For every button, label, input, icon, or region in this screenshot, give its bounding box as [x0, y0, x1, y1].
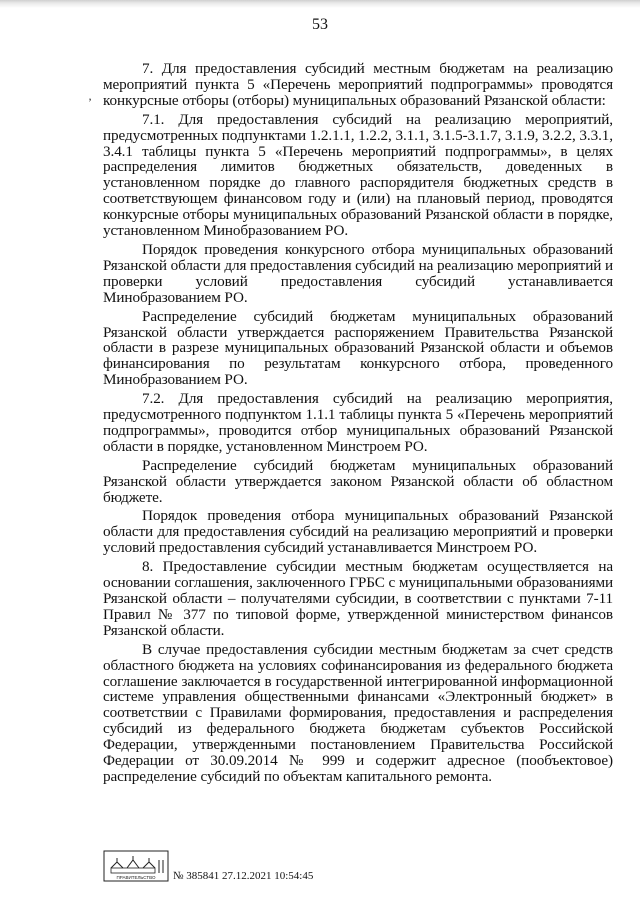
paragraph-7: 7. Для предоставления субсидий местным бюджетам на реализацию мероприятий пункта 5 «Перечень мероприятий подпрограммы» проводятся конкурсные отборы (отборы) муниципальных образований Рязанской области:	[103, 60, 613, 109]
paragraph-8: 8. Предоставление субсидии местным бюджетам осуществляется на основании соглашения, заключенного ГРБС с муниципальными образованиями Рязанской области – получателями субсидии, в соответствии с пунктами 7-11 Правил № 377 по типовой форме, утвержденной министерством финансов Рязанской области.	[103, 558, 613, 639]
paragraph-contest-procedure: Порядок проведения конкурсного отбора муниципальных образований Рязанской области для предоставления субсидий на реализацию мероприятий и проверки условий предоставления субсидий устанавливается Минобразованием РО.	[103, 240, 613, 306]
svg-text:ПРАВИТЕЛЬСТВО: ПРАВИТЕЛЬСТВО	[116, 875, 156, 880]
paragraph-distribution-law: Распределение субсидий бюджетам муниципальных образований Рязанской области утверждается законом Рязанской области об областном бюджете.	[103, 456, 613, 506]
paragraph-7-2: 7.2. Для предоставления субсидий на реализацию мероприятия, предусмотренного подпунктом 1.1.1 таблицы пункта 5 «Перечень мероприятий подпрограммы», проводится отбор муниципальных образований Рязанской области в порядке, установленном Минстроем РО.	[103, 390, 613, 455]
margin-mark: ’	[88, 95, 92, 109]
page-number: 53	[312, 16, 328, 33]
document-body	[103, 61, 613, 786]
scan-edge	[0, 0, 640, 8]
paragraph-selection-procedure: Порядок проведения отбора муниципальных образований Рязанской области для предоставления субсидий на реализацию мероприятий и проверки условий предоставления субсидий устанавливается Минстроем РО.	[103, 507, 613, 557]
paragraph-distribution-order: Распределение субсидий бюджетам муниципальных образований Рязанской области утверждается распоряжением Правительства Рязанской области в разрезе муниципальных образований Рязанской области и объемов финансирования по результатам конкурсного отбора, проведенного Минобразованием РО.	[103, 307, 613, 389]
paragraph-7-1: 7.1. Для предоставления субсидий на реализацию мероприятий, предусмотренных подпунктами 1.2.1.1, 1.2.2, 3.1.1, 3.1.5-3.1.7, 3.1.9, 3.2.2, 3.3.1, 3.4.1 таблицы пункта 5 «Перечень мероприятий подпрограммы», в целях распределения лимитов бюджетных обязательств, доведенных в установленном порядке до главного распорядителя бюджетных средств в соответствующем финансовом году и (или) на плановый период, проводятся конкурсные отборы муниципальных образований Рязанской области в порядке, установленном Минобразованием РО.	[103, 110, 613, 240]
registration-stamp: № 385841 27.12.2021 10:54:45	[173, 870, 314, 882]
footer	[103, 848, 623, 898]
paragraph-federal-cofinancing: В случае предоставления субсидии местным бюджетам за счет средств областного бюджета на условиях софинансирования из федерального бюджета соглашение заключается в государственной интегрированной информационной системе управления общественными финансами «Электронный бюджет» в соответствии с Правилами формирования, предоставления и распределения субсидий из федерального бюджета бюджетам субъектов Российской Федерации, утвержденными постановлением Правительства Российской Федерации от 30.09.2014 № 999 и содержит адресное (пообъектовое) распределение субсидий по объектам капитального ремонта.	[103, 640, 613, 785]
government-seal-icon	[103, 850, 169, 882]
